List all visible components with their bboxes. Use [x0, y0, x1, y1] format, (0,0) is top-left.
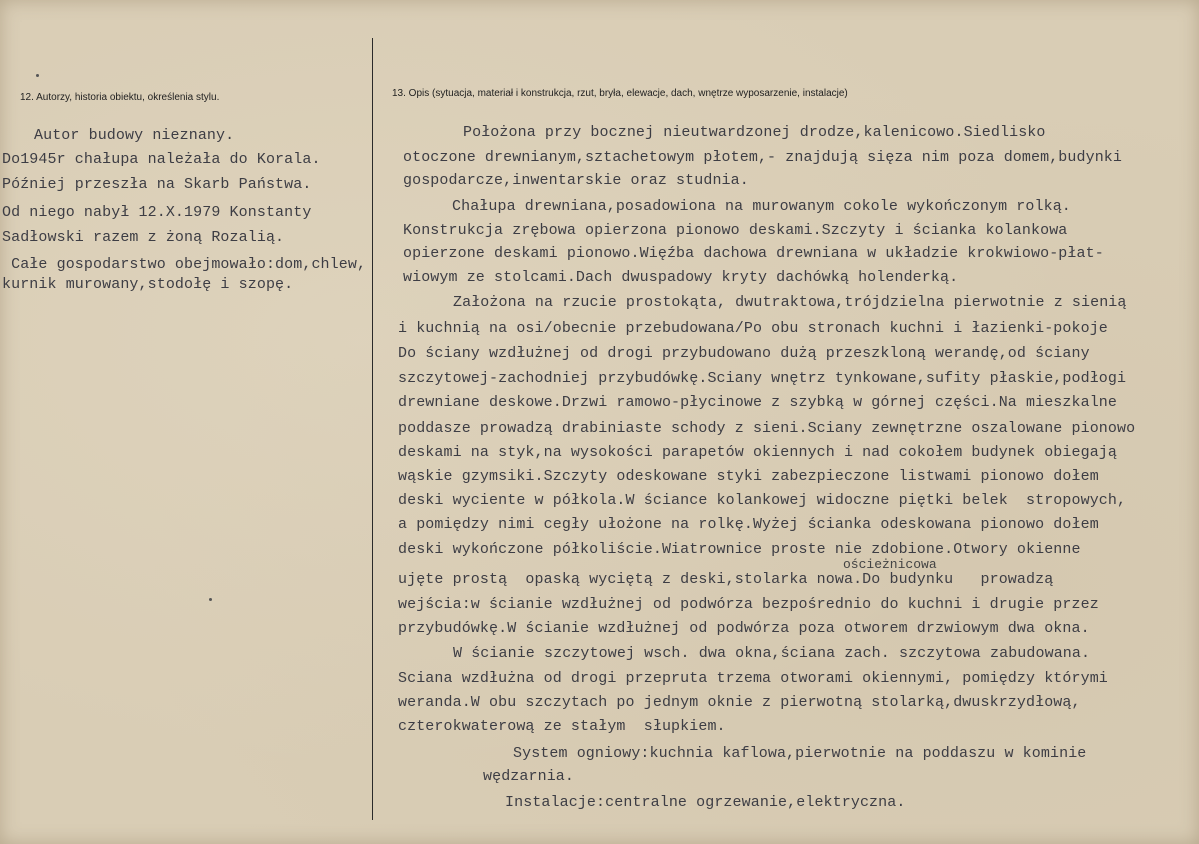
section-12-line: Później przeszła na Skarb Państwa. — [2, 176, 312, 193]
section-12-line: Od niego nabył 12.X.1979 Konstanty — [2, 204, 312, 221]
section-13-line: Do ściany wzdłużnej od drogi przybudowano dużą przeszkloną werandę,od ściany — [398, 345, 1090, 362]
section-13-line: System ogniowy:kuchnia kaflowa,pierwotnie na poddaszu w kominie — [513, 745, 1087, 762]
section-13-line: ujęte prostą opaską wyciętą z deski,stolarka nowa.Do budynku prowadzą — [398, 571, 1054, 588]
section-13-line: deskami na styk,na wysokości parapetów okiennych i nad cokołem budynek obiegają — [398, 444, 1118, 461]
ink-speck — [36, 74, 39, 77]
section-13-line: przybudówkę.W ścianie wzdłużnej od podwórza poza otworem drzwiowym dwa okna. — [398, 620, 1090, 637]
section-13-line: i kuchnią na osi/obecnie przebudowana/Po obu stronach kuchni i łazienki-pokoje — [398, 320, 1108, 337]
section-13-line: drewniane deskowe.Drzwi ramowo-płycinowe z szybką w górnej części.Na mieszkalne — [398, 394, 1118, 411]
typed-correction: ościeżnicowa — [843, 557, 937, 572]
section-13-line: gospodarcze,inwentarskie oraz studnia. — [403, 172, 749, 189]
section-13-line: wiowym ze stolcami.Dach dwuspadowy kryty dachówką holenderką. — [403, 269, 959, 286]
section-13-line: Położona przy bocznej nieutwardzonej drodze,kalenicowo.Siedlisko — [463, 124, 1046, 141]
section-13-line: a pomiędzy nimi cegły ułożone na rolkę.Wyżej ścianka odeskowana pionowo dołem — [398, 516, 1099, 533]
section-12-line: Do1945r chałupa należała do Korala. — [2, 151, 321, 168]
section-13-line: szczytowej-zachodniej przybudówkę.Sciany wnętrz tynkowane,sufity płaskie,podłogi — [398, 370, 1127, 387]
section-13-line: weranda.W obu szczytach po jednym oknie z pierwotną stolarką,dwuskrzydłową, — [398, 694, 1081, 711]
section-12-heading: 12. Autorzy, historia obiektu, określenia stylu. — [20, 92, 220, 103]
section-13-line: wąskie gzymsiki.Szczyty odeskowane styki zabezpieczone listwami pionowo dołem — [398, 468, 1099, 485]
column-divider — [372, 38, 373, 820]
section-13-line: deski wyciente w półkola.W ściance kolankowej widoczne piętki belek stropowych, — [398, 492, 1127, 509]
section-13-line: otoczone drewnianym,sztachetowym płotem,- znajdują sięza nim poza domem,budynki — [403, 149, 1123, 166]
section-13-line: Założona na rzucie prostokąta, dwutraktowa,trójdzielna pierwotnie z sienią — [453, 294, 1127, 311]
section-13-line: wędzarnia. — [483, 768, 575, 785]
section-12-line: Sadłowski razem z żoną Rozalią. — [2, 229, 285, 246]
section-12-line: Całe gospodarstwo obejmowało:dom,chlew, — [2, 256, 367, 273]
section-13-line: opierzone deskami pionowo.Więźba dachowa drewniana w układzie krokwiowo-płat- — [403, 245, 1104, 262]
ink-speck — [209, 598, 212, 601]
section-13-line: Instalacje:centralne ogrzewanie,elektryczna. — [505, 794, 906, 811]
section-13-heading: 13. Opis (sytuacja, materiał i konstrukcja, rzut, bryła, elewacje, dach, wnętrze wyposarzenie, instalacje) — [392, 88, 848, 99]
section-13-line: W ścianie szczytowej wsch. dwa okna,ściana zach. szczytowa zabudowana. — [453, 645, 1091, 662]
section-13-line: poddasze prowadzą drabiniaste schody z sieni.Sciany zewnętrzne oszalowane pionowo — [398, 420, 1136, 437]
section-13-line: deski wykończone półkoliście.Wiatrownice proste nie zdobione.Otwory okienne — [398, 541, 1081, 558]
section-13-line: wejścia:w ścianie wzdłużnej od podwórza bezpośrednio do kuchni i drugie przez — [398, 596, 1099, 613]
section-12-line: Autor budowy nieznany. — [34, 127, 235, 144]
section-13-line: Konstrukcja zrębowa opierzona pionowo deskami.Szczyty i ścianka kolankowa — [403, 222, 1068, 239]
section-13-line: Chałupa drewniana,posadowiona na murowanym cokole wykończonym rolką. — [452, 198, 1071, 215]
section-13-line: Sciana wzdłużna od drogi przepruta trzema otworami okiennymi, pomiędzy którymi — [398, 670, 1108, 687]
section-13-line: czterokwaterową ze stałym słupkiem. — [398, 718, 726, 735]
section-12-line: kurnik murowany,stodołę i szopę. — [2, 276, 294, 293]
